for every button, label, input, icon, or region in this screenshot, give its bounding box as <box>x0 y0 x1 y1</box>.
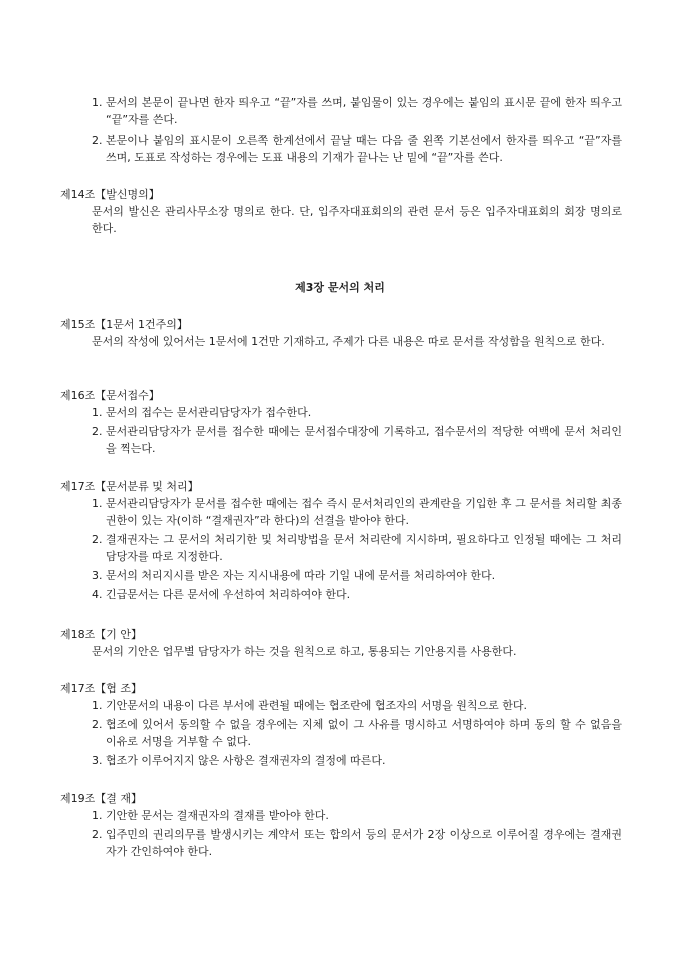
item-number: 1. <box>92 406 103 419</box>
article-heading: 제19조【결 재】 <box>60 792 142 805</box>
item-text: 문서관리담당자가 문서를 접수한 때에는 접수 즉시 문서처리인의 관계란을 기입한 후 그 문서를 처리할 최종권한이 있는 자(이하 “결재권자”라 한다)의 선결을 받아야 한다. <box>106 497 622 527</box>
item-number: 2. <box>92 828 103 841</box>
item-text: 문서의 접수는 문서관리담당자가 접수한다. <box>106 406 312 419</box>
item-text: 입주민의 권리의무를 발생시키는 계약서 또는 합의서 등의 문서가 2장 이상으로 이루어질 경우에는 결재권자가 간인하여야 한다. <box>106 828 622 858</box>
item-text: 기안문서의 내용이 다른 부서에 관련될 때에는 협조란에 협조자의 서명을 원칙으로 한다. <box>106 699 527 712</box>
article-18 <box>0 626 680 660</box>
list-item <box>0 94 680 128</box>
article-16 <box>0 387 680 457</box>
item-number: 1. <box>92 809 103 822</box>
list-item <box>0 586 680 603</box>
chapter-title: 제3장 문서의 처리 <box>295 281 385 294</box>
list-item <box>0 495 680 529</box>
article-15 <box>0 316 680 350</box>
item-number: 2. <box>92 425 103 438</box>
item-number: 3. <box>92 754 103 767</box>
article-heading: 제16조【문서접수】 <box>60 389 160 402</box>
article-17-cooperation <box>0 680 680 769</box>
item-text: 문서의 처리지시를 받은 자는 지시내용에 따라 기일 내에 문서를 처리하여야 한다. <box>106 569 496 582</box>
list-item <box>0 531 680 565</box>
item-text: 결재권자는 그 문서의 처리기한 및 처리방법을 문서 처리란에 지시하며, 필요하다고 인정될 때에는 그 처리담당자를 따로 지정한다. <box>106 533 622 563</box>
item-number: 4. <box>92 588 103 601</box>
article-list <box>0 697 680 769</box>
item-text: 본문이나 붙임의 표시문이 오른쪽 한계선에서 끝날 때는 다음 줄 왼쪽 기본선에서 한자를 띄우고 “끝”자를 쓰며, 도표로 작성하는 경우에는 도표 내용의 기재가 끝나는 난 밑에 “끝”자를 쓴다. <box>106 134 622 164</box>
list-item <box>0 716 680 750</box>
item-number: 2. <box>92 718 103 731</box>
item-text: 협조에 있어서 동의할 수 없을 경우에는 지체 없이 그 사유를 명시하고 서명하여야 하며 동의 할 수 없음을 이유로 서명을 거부할 수 없다. <box>106 718 622 748</box>
item-text: 문서관리담당자가 문서를 접수한 때에는 문서접수대장에 기록하고, 접수문서의 적당한 여백에 문서 처리인을 찍는다. <box>106 425 622 455</box>
article-14 <box>0 186 680 237</box>
item-text: 긴급문서는 다른 문서에 우선하여 처리하여야 한다. <box>106 588 351 601</box>
article-heading: 제17조【문서분류 및 처리】 <box>60 480 199 493</box>
item-number: 1. <box>92 699 103 712</box>
article-body: 문서의 기안은 업무별 담당자가 하는 것을 원칙으로 하고, 통용되는 기안용지를 사용한다. <box>92 645 517 658</box>
article-body: 문서의 발신은 관리사무소장 명의로 한다. 단, 입주자대표회의의 관련 문서 등은 입주자대표회의 회장 명의로 한다. <box>92 205 622 235</box>
list-item <box>0 826 680 860</box>
list-item <box>0 132 680 166</box>
item-text: 문서의 본문이 끝나면 한자 띄우고 “끝”자를 쓰며, 붙임물이 있는 경우에는 붙임의 표시문 끝에 한자 띄우고 “끝”자를 쓴다. <box>106 96 622 126</box>
list-item <box>0 404 680 421</box>
list-item <box>0 752 680 769</box>
item-number: 3. <box>92 569 103 582</box>
article-heading: 제17조【협 조】 <box>60 682 142 695</box>
article-17-classification <box>0 478 680 603</box>
list-item <box>0 423 680 457</box>
list-item <box>0 807 680 824</box>
item-number: 1. <box>92 497 103 510</box>
item-number: 2. <box>92 134 103 147</box>
article-heading: 제15조【1문서 1건주의】 <box>60 318 188 331</box>
article-list <box>0 807 680 860</box>
article-body: 문서의 작성에 있어서는 1문서에 1건만 기재하고, 주제가 다른 내용은 따로 문서를 작성함을 원칙으로 한다. <box>92 335 605 348</box>
list-item <box>0 567 680 584</box>
article-19 <box>0 790 680 860</box>
article-list <box>0 404 680 457</box>
list-item <box>0 697 680 714</box>
item-text: 협조가 이루어지지 않은 사항은 결재권자의 결정에 따른다. <box>106 754 386 767</box>
article-heading: 제14조【발신명의】 <box>60 188 160 201</box>
intro-list <box>0 94 680 166</box>
item-number: 2. <box>92 533 103 546</box>
article-list <box>0 495 680 603</box>
item-number: 1. <box>92 96 103 109</box>
article-heading: 제18조【기 안】 <box>60 628 142 641</box>
item-text: 기안한 문서는 결재권자의 결재를 받아야 한다. <box>106 809 329 822</box>
